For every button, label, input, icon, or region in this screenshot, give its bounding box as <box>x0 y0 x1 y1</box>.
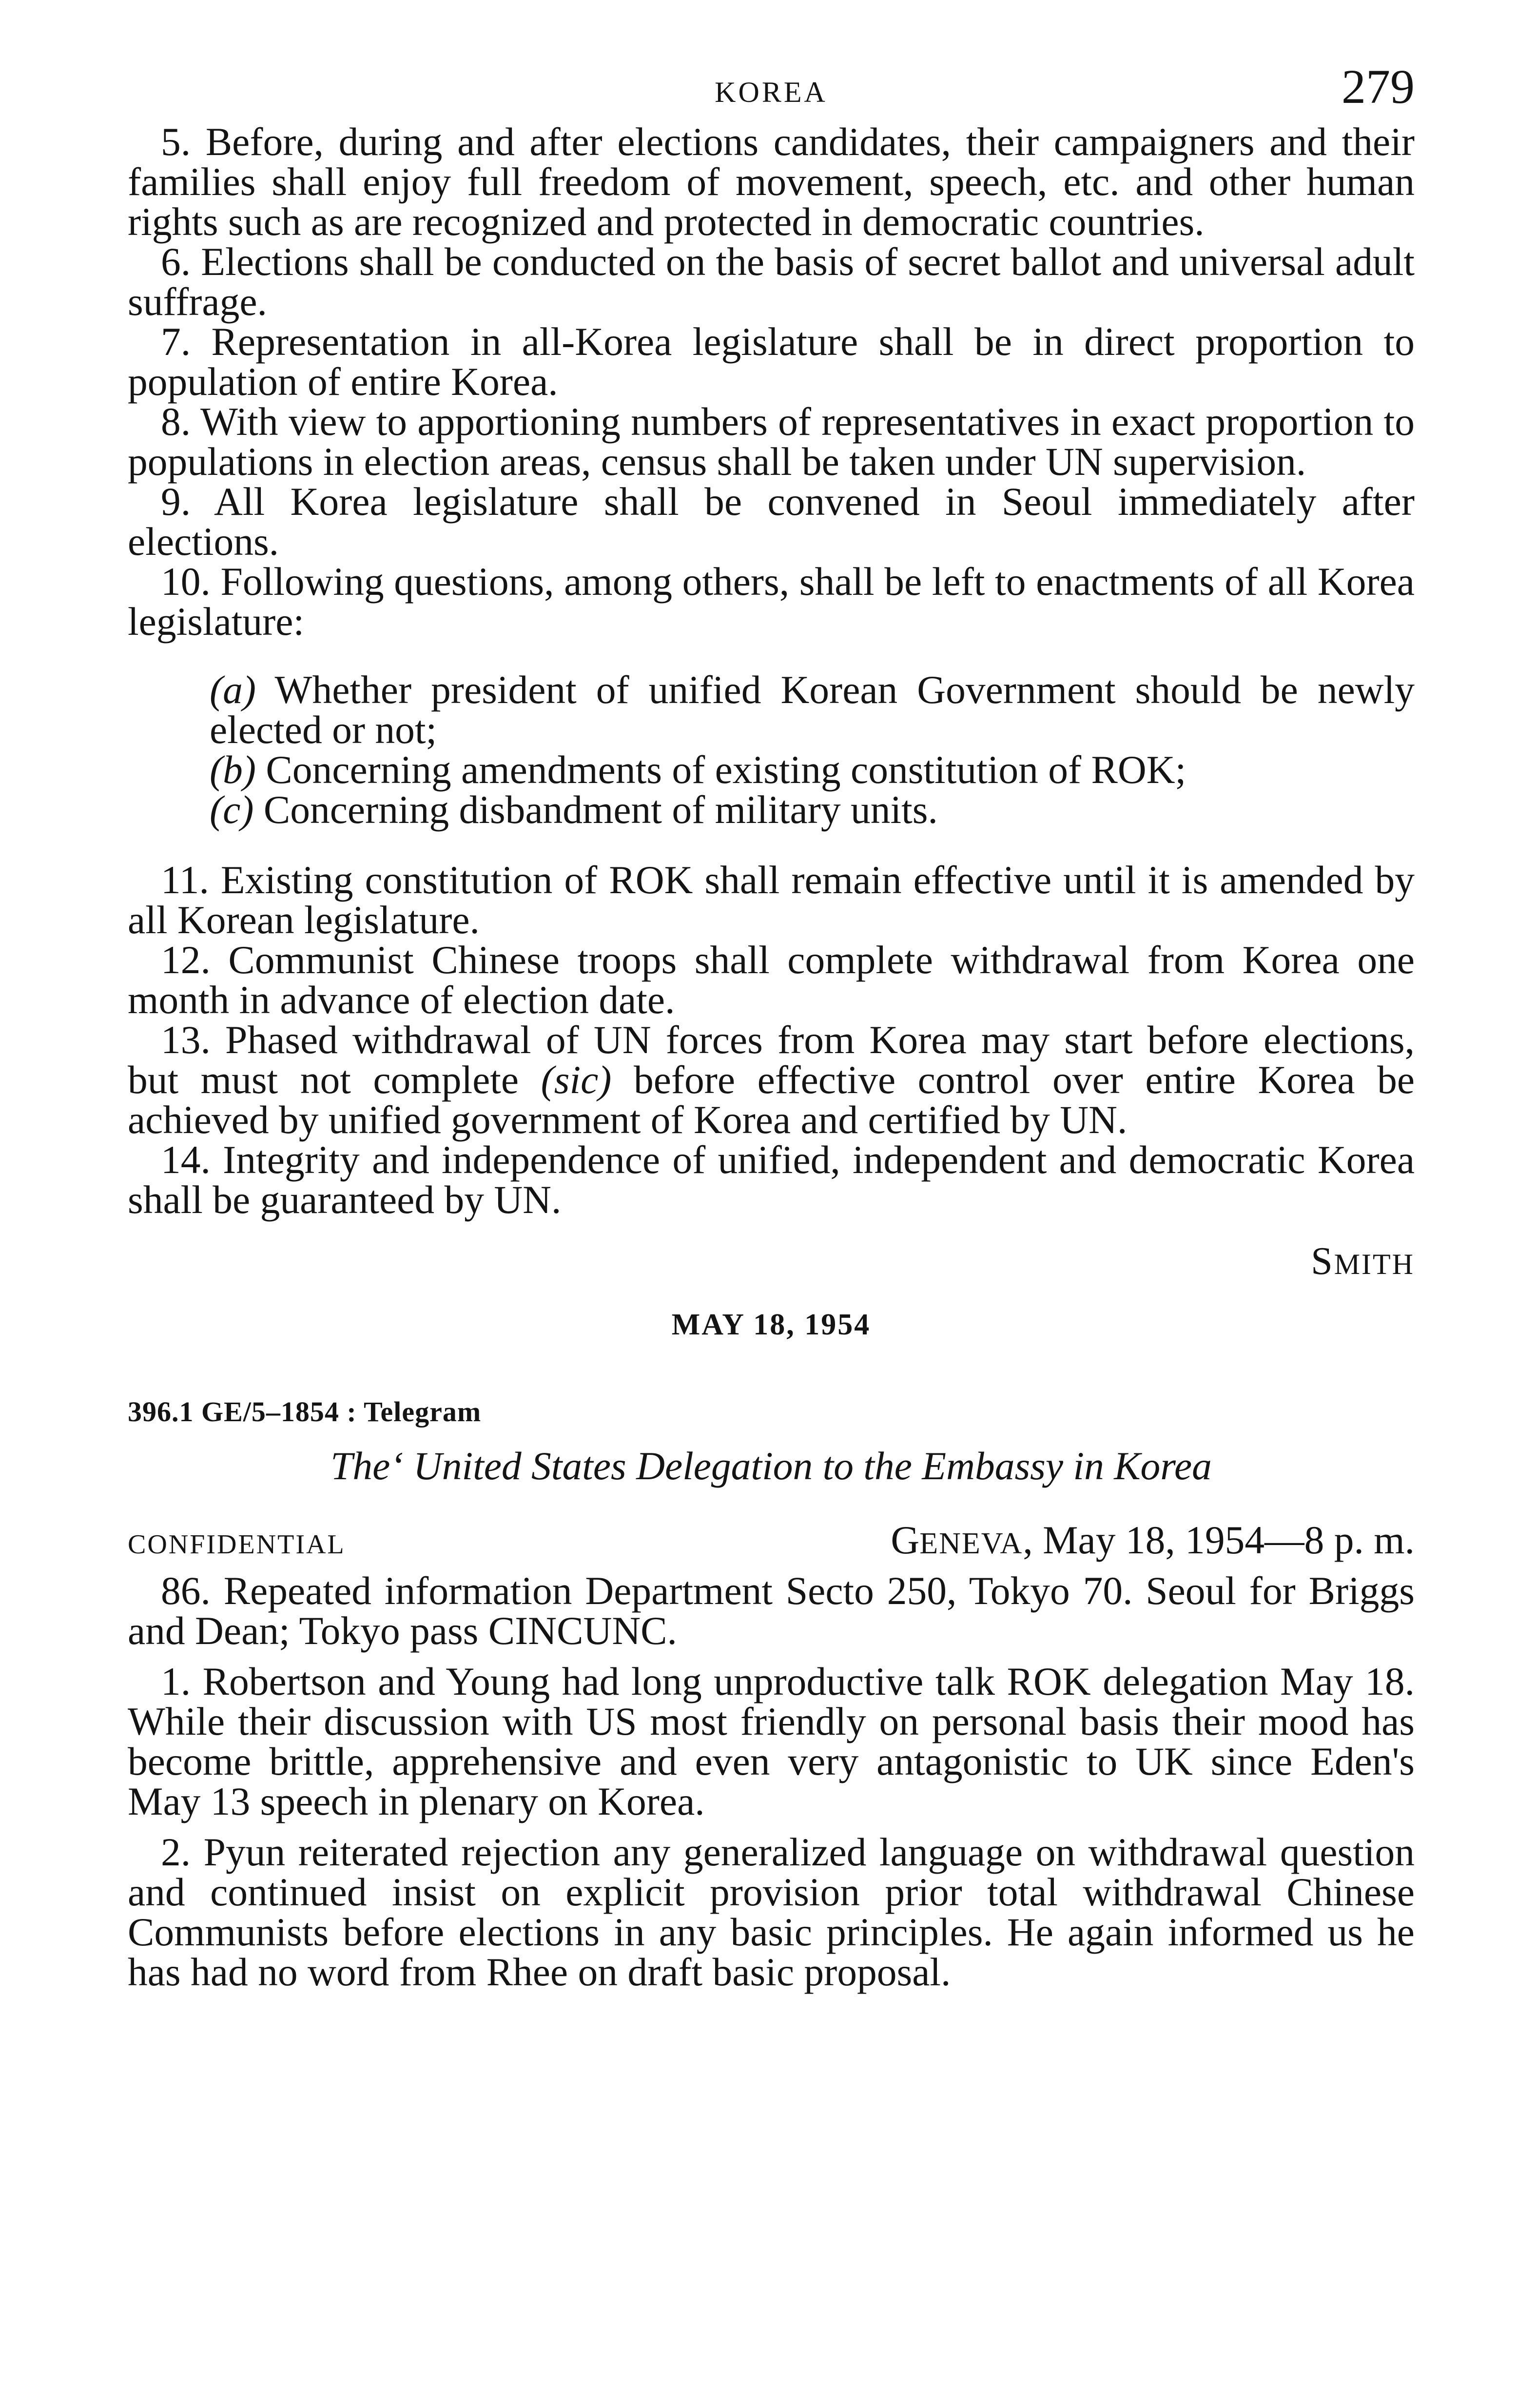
numbered-items-part2 <box>128 860 1415 1220</box>
telegram-meta <box>128 1517 1415 1571</box>
item-8: 8. With view to apportioning numbers of representatives in exact proportion to populations in election areas, census shall be taken under UN supervision. <box>128 399 1415 484</box>
running-head <box>128 59 1415 122</box>
signature <box>128 1239 1415 1283</box>
dateline-date-time: , May 18, 1954—8 p. m. <box>1023 1518 1415 1562</box>
subitem-a-text-wrap <box>161 667 1415 752</box>
item-13-before: 13. Phased withdrawal of UN forces from Korea may start before elections, but must not complete <box>128 1018 1415 1102</box>
file-reference: 396.1 GE/5–1854 : Telegram <box>128 1396 482 1428</box>
item-12: 12. Communist Chinese troops shall complete withdrawal from Korea one month in advance of election date. <box>128 938 1415 1022</box>
subitem-a <box>128 667 1415 752</box>
numbered-items-part1 <box>128 119 1415 644</box>
subitem-b-text: Concerning amendments of existing constitution of ROK; <box>266 747 1186 792</box>
telegram-para-1: 1. Robertson and Young had long unproductive talk ROK delegation May 18. While their discussion with US most friendly on personal basis their mood has become brittle, apprehensive and even very antagonistic to UK since Eden's May 13 speech in plenary on Korea. <box>128 1659 1415 1823</box>
item-6: 6. Elections shall be conducted on the basis of secret ballot and universal adult suffrage. <box>128 239 1415 324</box>
dateline-place-initial: G <box>891 1518 920 1562</box>
item-10: 10. Following questions, among others, shall be left to enactments of all Korea legislature: <box>128 559 1415 644</box>
subitem-c <box>128 787 1415 832</box>
classification: CONFIDENTIAL <box>128 1529 346 1560</box>
signature-initial: S <box>1311 1240 1334 1283</box>
dateline-place-rest: ENEVA <box>919 1527 1023 1560</box>
document-page <box>128 59 1415 2360</box>
subitem-b-marker: (b) <box>210 747 256 792</box>
item-13-after: before effective control over entire Korea be achieved by unified government of Korea and certified by UN. <box>128 1057 1415 1142</box>
telegram-body <box>128 1568 1415 1994</box>
document-title: Theʻ United States Delegation to the Embassy in Korea <box>331 1444 1212 1488</box>
item-11: 11. Existing constitution of ROK shall remain effective until it is amended by all Korean legislature. <box>128 858 1415 942</box>
signature-rest: MITH <box>1334 1248 1415 1280</box>
subitem-a-marker: (a) <box>210 667 256 712</box>
item-5: 5. Before, during and after elections candidates, their campaigners and their families shall enjoy full freedom of movement, speech, etc. and other human rights such as are recognized and protected in democratic countries. <box>128 119 1415 244</box>
running-title: KOREA <box>715 76 828 108</box>
item-13 <box>128 1020 1415 1140</box>
item-14: 14. Integrity and independence of unified, independent and democratic Korea shall be guaranteed by UN. <box>128 1137 1415 1222</box>
dateline <box>891 1517 1415 1563</box>
subitem-b <box>128 747 1415 792</box>
subitem-c-marker: (c) <box>210 787 254 832</box>
date-heading: MAY 18, 1954 <box>671 1308 871 1341</box>
item-10-subitems <box>128 667 1415 832</box>
telegram-para-86: 86. Repeated information Department Secto 250, Tokyo 70. Seoul for Briggs and Dean; Tokyo pass CINCUNC. <box>128 1568 1415 1653</box>
item-13-sic: (sic) <box>541 1057 612 1102</box>
page-number: 279 <box>1342 59 1415 114</box>
item-7: 7. Representation in all-Korea legislature shall be in direct proportion to population of entire Korea. <box>128 319 1415 404</box>
subitem-c-text: Concerning disbandment of military units. <box>263 787 938 832</box>
telegram-para-2: 2. Pyun reiterated rejection any generalized language on withdrawal question and continued insist on explicit provision prior total withdrawal Chinese Communists before elections in any basic principles. He again informed us he has had no word from Rhee on draft basic proposal. <box>128 1830 1415 1994</box>
subitem-a-text: Whether president of unified Korean Government should be newly elected or not; <box>210 667 1415 752</box>
item-9: 9. All Korea legislature shall be convened in Seoul immediately after elections. <box>128 479 1415 564</box>
